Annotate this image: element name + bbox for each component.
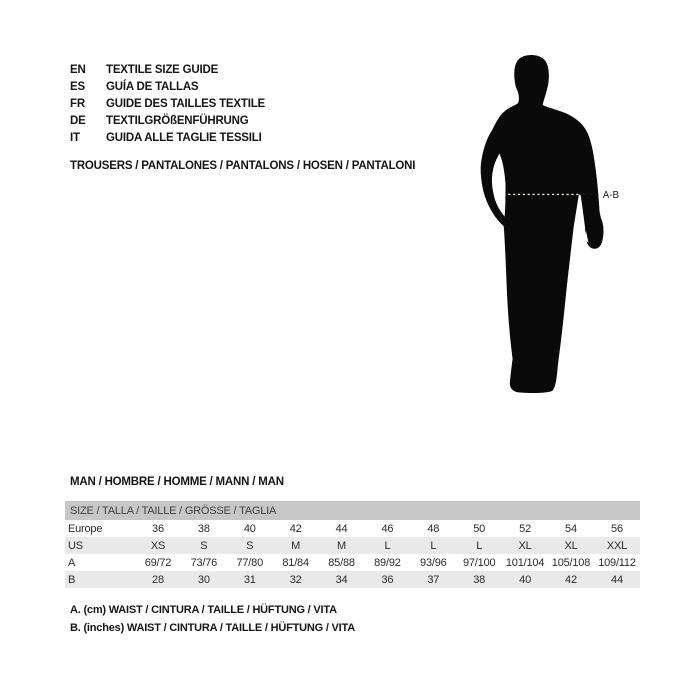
size-cell: 93/96 xyxy=(420,556,447,569)
language-label: GUIDE DES TAILLES TEXTILE xyxy=(106,98,265,110)
size-cell: 30 xyxy=(197,573,210,586)
size-cell: 42 xyxy=(289,522,302,535)
size-cell: XL xyxy=(518,539,532,552)
size-cell: 50 xyxy=(473,522,486,535)
size-cell: 89/92 xyxy=(374,556,401,569)
size-cell: 109/112 xyxy=(598,556,636,569)
size-table-row xyxy=(65,571,640,588)
size-cell: 101/104 xyxy=(505,556,545,569)
language-code: DE xyxy=(70,115,86,127)
size-cell: 46 xyxy=(381,522,394,535)
measurement-footnotes xyxy=(70,601,355,637)
size-cell: 32 xyxy=(289,573,302,586)
language-row xyxy=(70,130,265,147)
size-cell: M xyxy=(291,539,301,552)
size-cell: 38 xyxy=(197,522,210,535)
language-label: GUIDA ALLE TAGLIE TESSILI xyxy=(106,132,262,144)
size-cell: 54 xyxy=(565,522,577,535)
size-cell: 44 xyxy=(611,573,623,586)
size-row-label: US xyxy=(68,539,83,552)
size-table-header: SIZE / TALLA / TAILLE / GRÖSSE / TAGLIA xyxy=(65,501,640,520)
size-cell: 56 xyxy=(611,522,623,535)
size-cell: 40 xyxy=(519,573,531,586)
size-cell: XS xyxy=(150,539,166,552)
size-table-row xyxy=(65,520,640,537)
language-code: FR xyxy=(70,98,85,110)
size-cell: L xyxy=(384,539,391,552)
language-code: IT xyxy=(70,132,80,144)
size-table-row xyxy=(65,554,640,571)
size-cell: 37 xyxy=(427,573,440,586)
size-cell: 36 xyxy=(152,522,164,535)
size-cell: 85/88 xyxy=(328,556,355,569)
size-cell: 81/84 xyxy=(282,556,309,569)
size-table-header-row xyxy=(65,501,640,520)
size-cell: S xyxy=(246,539,254,552)
language-row xyxy=(70,79,265,96)
size-cell: 52 xyxy=(519,522,531,535)
size-cell: 36 xyxy=(381,573,394,586)
size-cell: 97/100 xyxy=(462,556,496,569)
man-silhouette xyxy=(481,55,604,393)
gender-section-title: MAN / HOMBRE / HOMME / MANN / MAN xyxy=(70,476,284,488)
size-cell: XXL xyxy=(606,539,628,552)
trousers-silhouette-figure xyxy=(430,52,650,450)
language-label: GUÍA DE TALLAS xyxy=(106,81,199,93)
size-cell: M xyxy=(337,539,346,552)
size-cell: 28 xyxy=(152,573,164,586)
size-cell: 31 xyxy=(243,573,256,586)
language-code: EN xyxy=(70,64,86,76)
size-row-label: B xyxy=(68,573,76,586)
footnote-line: B. (inches) WAIST / CINTURA / TAILLE / HÜFTUNG / VITA xyxy=(70,622,355,634)
size-cell: 77/80 xyxy=(236,556,263,569)
size-cell: 44 xyxy=(335,522,348,535)
language-label: TEXTILGRÖßENFÜHRUNG xyxy=(106,115,249,127)
size-cell: 38 xyxy=(473,573,486,586)
language-list xyxy=(70,62,265,147)
language-row xyxy=(70,62,265,79)
size-cell: 40 xyxy=(243,522,256,535)
size-row-label: Europe xyxy=(68,522,103,535)
language-label: TEXTILE SIZE GUIDE xyxy=(106,64,219,76)
size-cell: S xyxy=(200,539,208,552)
size-cell: L xyxy=(430,539,437,552)
footnote-line: A. (cm) WAIST / CINTURA / TAILLE / HÜFTUNG / VITA xyxy=(70,604,337,616)
size-cell: 34 xyxy=(335,573,348,586)
language-code: ES xyxy=(70,81,85,93)
size-cell: 48 xyxy=(427,522,440,535)
size-cell: XL xyxy=(564,539,578,552)
size-cell: 73/76 xyxy=(190,556,218,569)
size-table-row xyxy=(65,537,640,554)
category-title: TROUSERS / PANTALONES / PANTALONS / HOSEN / PANTALONI xyxy=(70,160,416,172)
measure-label-ab: A-B xyxy=(602,189,619,201)
size-cell: 42 xyxy=(565,573,577,586)
size-cell: L xyxy=(476,539,483,552)
language-row xyxy=(70,113,265,130)
size-table xyxy=(65,501,640,588)
size-cell: 105/108 xyxy=(551,556,591,569)
size-row-label: A xyxy=(68,556,76,569)
language-row xyxy=(70,96,265,113)
size-cell: 69/72 xyxy=(144,556,172,569)
